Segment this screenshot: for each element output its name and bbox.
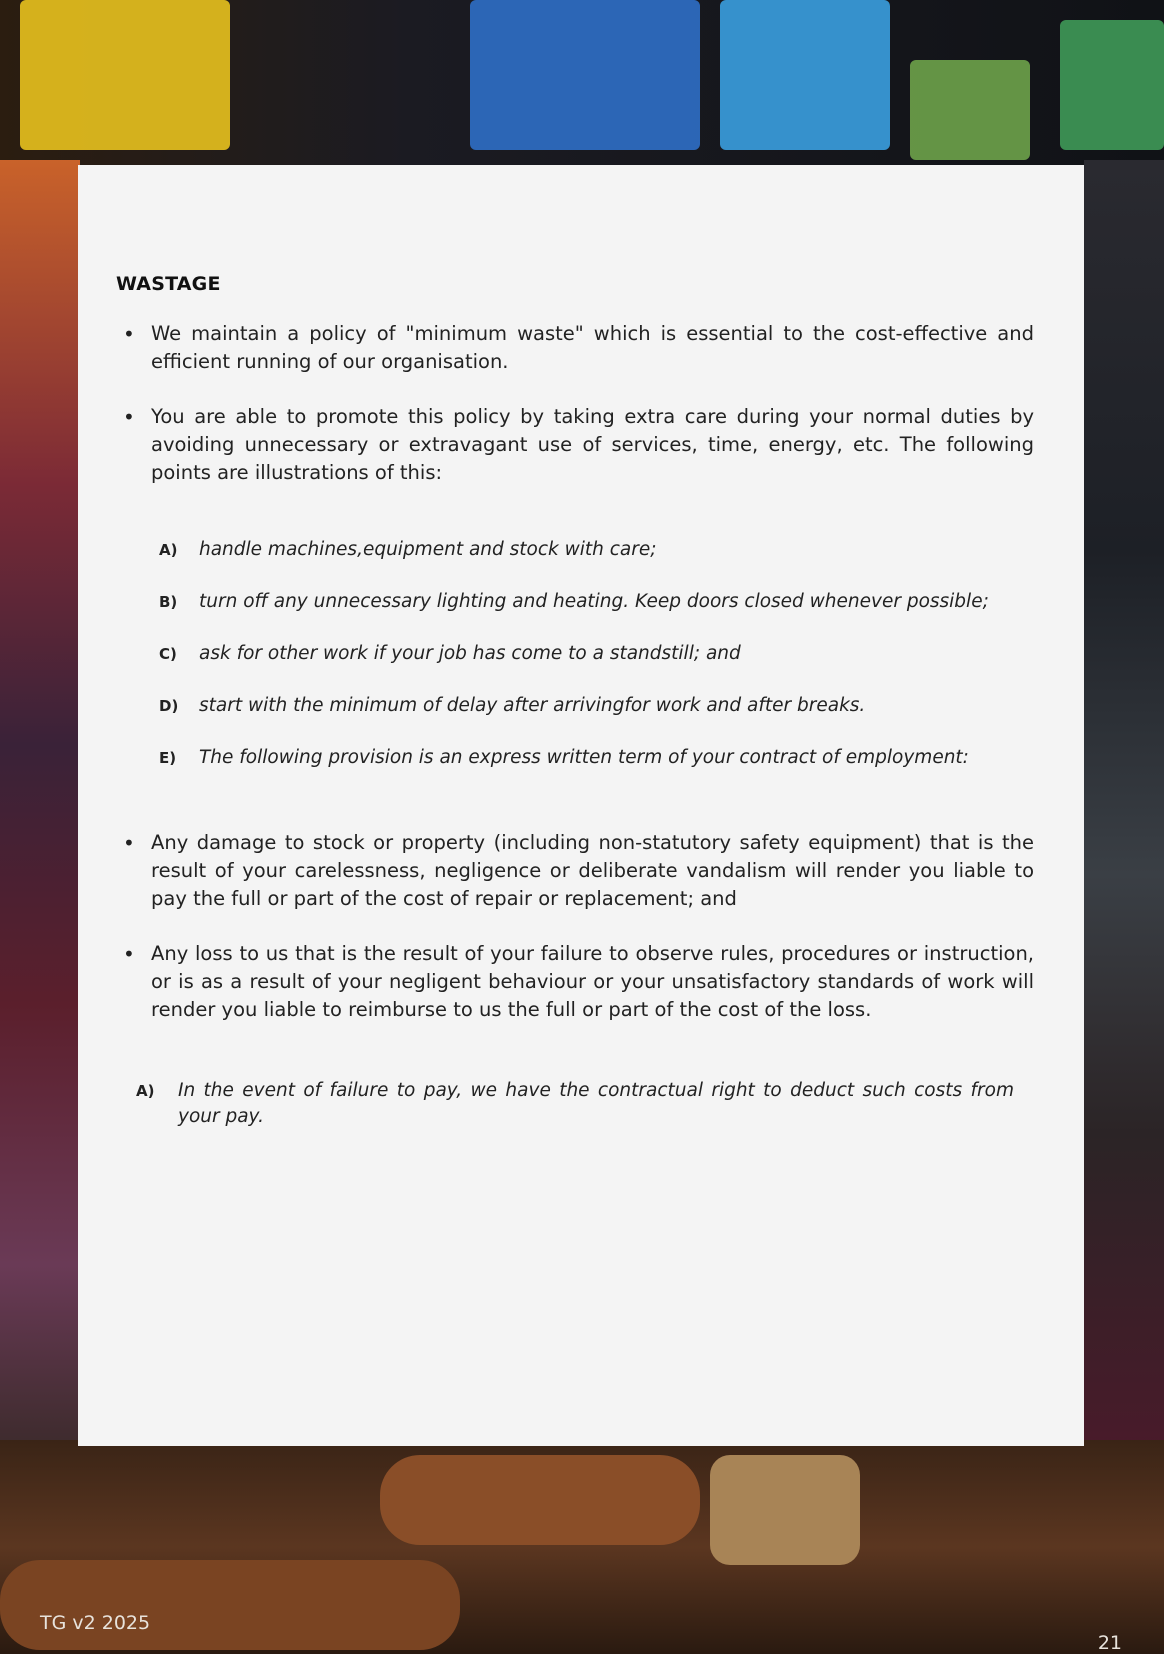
list-item-text: turn off any unnecessary lighting and heating. Keep doors closed whenever possible; — [199, 591, 989, 612]
illustration-list — [116, 537, 1034, 771]
bullet-text: We maintain a policy of "minimum waste" which is essential to the cost-effective and efficient running of our organisation. — [151, 322, 1034, 373]
clause-text: In the event of failure to pay, we have the contractual right to deduct such costs from your pay. — [178, 1080, 1014, 1127]
paper-flag-decoration — [720, 0, 890, 150]
bullet-text: You are able to promote this policy by taking extra care during your normal duties by avoiding unnecessary or extravagant use of services, time, energy, etc. The following points are illustrations of this: — [151, 405, 1034, 484]
clause-letter: A) — [136, 1082, 155, 1100]
paper-flag-decoration — [470, 0, 700, 150]
list-item-text: start with the minimum of delay after arrivingfor work and after breaks. — [199, 695, 866, 716]
content-panel — [78, 165, 1084, 1446]
bullet-icon: • — [123, 831, 135, 855]
stool-decoration — [380, 1455, 700, 1545]
paper-flag-decoration — [910, 60, 1030, 160]
bullet-item — [116, 320, 1034, 376]
list-item-letter: C) — [159, 645, 177, 663]
stool-decoration — [0, 1560, 460, 1650]
bullet-item — [116, 403, 1034, 487]
liability-bullets — [116, 829, 1034, 1024]
list-item — [116, 745, 1034, 771]
list-item-text: handle machines,equipment and stock with care; — [199, 539, 657, 560]
bullet-item — [116, 940, 1034, 1024]
list-item-letter: D) — [159, 697, 179, 715]
bullet-icon: • — [123, 405, 135, 429]
list-item — [116, 589, 1034, 615]
deduction-clause — [116, 1078, 1034, 1130]
list-item-letter: B) — [159, 593, 178, 611]
list-item-letter: E) — [159, 749, 177, 767]
paper-flag-decoration — [1060, 20, 1164, 150]
bullet-text: Any damage to stock or property (including non-statutory safety equipment) that is the result of your carelessness, negligence or deliberate vandalism will render you liable to pay the full or part of the cost of repair or replacement; and — [151, 831, 1034, 910]
page-number: 21 — [1097, 1632, 1122, 1654]
list-item — [116, 693, 1034, 719]
list-item-letter: A) — [159, 541, 178, 559]
list-item — [116, 537, 1034, 563]
paper-flag-decoration — [20, 0, 230, 150]
list-item-text: The following provision is an express written term of your contract of employment: — [199, 747, 969, 768]
bullet-item — [116, 829, 1034, 913]
bullet-text: Any loss to us that is the result of your failure to observe rules, procedures or instruction, or is as a result of your negligent behaviour or your unsatisfactory standards of work will render you liable to reimburse to us the full or part of the cost of the loss. — [151, 942, 1034, 1021]
basket-decoration — [710, 1455, 860, 1565]
wall-right — [1084, 160, 1164, 1460]
section-title: WASTAGE — [116, 273, 221, 295]
bullet-icon: • — [123, 942, 135, 966]
document-content — [116, 273, 1034, 1130]
mural-wall-left — [0, 160, 80, 1460]
bullet-icon: • — [123, 322, 135, 346]
list-item — [116, 641, 1034, 667]
list-item-text: ask for other work if your job has come to a standstill; and — [199, 643, 741, 664]
document-version: TG v2 2025 — [40, 1612, 151, 1634]
